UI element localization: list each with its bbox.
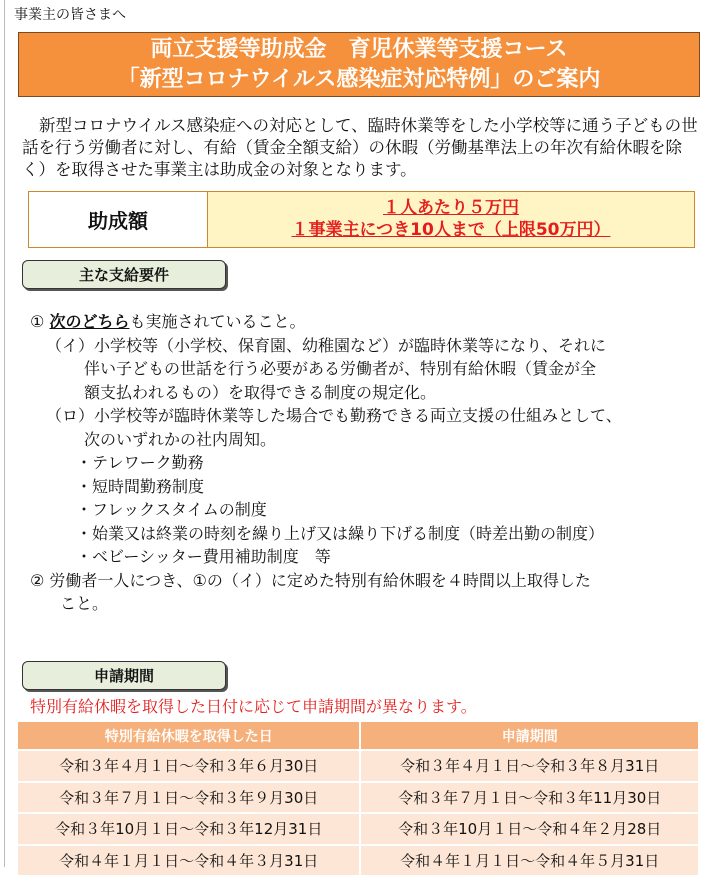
subsidy-amount-label: 助成額 [29, 192, 208, 247]
requirements-heading: 主な支給要件 [22, 260, 226, 289]
table-cell: 令和４年１月１日～令和４年５月31日 [360, 845, 699, 875]
table-cell: 令和３年４月１日～令和３年８月31日 [360, 750, 699, 782]
subsidy-amount-value [208, 192, 694, 247]
application-period-table [18, 722, 700, 875]
requirement-a-line2: 伴い子どもの世話を行う必要がある労働者が、特別有給休暇（賃金が全 [30, 357, 700, 381]
amount-cap: １事業主につき10人まで（上限50万円） [208, 219, 694, 241]
table-row [18, 750, 699, 782]
requirement-1-text: も実施されていること。 [129, 312, 305, 331]
bullet-flextime: ・フレックスタイムの制度 [30, 498, 700, 522]
requirement-1-emphasis: 次のどちら [49, 312, 129, 331]
requirement-b-line1: 小学校等が臨時休業等した場合でも勤務できる両立支援の仕組みとして、 [94, 406, 622, 425]
bullet-telework: ・テレワーク勤務 [30, 451, 700, 475]
intro-paragraph: 新型コロナウイルス感染症への対応として、臨時休業等をした小学校等に通う子どもの世話を行う労働者に対し、有給（賃金全額支給）の休暇（労働基準法上の年次有給休暇を除く）を取得させた事業主は助成金の対象となります。 [22, 115, 702, 181]
table-header-application-period: 申請期間 [360, 722, 699, 750]
requirement-a-prefix: （イ） [46, 336, 94, 355]
table-cell: 令和３年４月１日～令和３年６月30日 [18, 750, 360, 782]
greeting: 事業主の皆さまへ [14, 4, 126, 24]
requirement-b-prefix: （ロ） [46, 406, 94, 425]
title-line-2: 「新型コロナウイルス感染症対応特例」のご案内 [19, 65, 699, 95]
requirement-2-line2: こと。 [30, 592, 700, 616]
table-row [18, 813, 699, 845]
table-cell: 令和３年７月１日～令和３年９月30日 [18, 782, 360, 814]
bullet-short-hours: ・短時間勤務制度 [30, 475, 700, 499]
table-row [18, 782, 699, 814]
requirement-a-line3: 額支払われるもの）を取得できる制度の規定化。 [30, 381, 700, 405]
table-cell: 令和３年10月１日～令和４年２月28日 [360, 813, 699, 845]
bullet-babysitter: ・ベビーシッター費用補助制度 等 [30, 545, 700, 569]
requirements-list [30, 310, 700, 616]
title-line-1: 両立支援等助成金 育児休業等支援コース [19, 35, 699, 65]
bullet-staggered-hours: ・始業又は終業の時刻を繰り上げ又は繰り下げる制度（時差出勤の制度） [30, 522, 700, 546]
table-row [18, 845, 699, 875]
title-banner [18, 32, 700, 97]
page-left-border [4, 0, 5, 867]
amount-per-person: １人あたり５万円 [208, 197, 694, 219]
requirement-2-line1: ② 労働者一人につき、①の（イ）に定めた特別有給休暇を４時間以上取得した [30, 569, 700, 593]
table-cell: 令和３年７月１日～令和３年11月30日 [360, 782, 699, 814]
table-cell: 令和４年１月１日～令和４年３月31日 [18, 845, 360, 875]
requirement-1 [30, 310, 700, 334]
application-period-note: 特別有給休暇を取得した日付に応じて申請期間が異なります。 [30, 694, 477, 717]
application-period-heading: 申請期間 [22, 661, 226, 690]
requirement-b [30, 404, 700, 428]
table-header-row [18, 722, 699, 750]
requirement-a-line1: 小学校等（小学校、保育園、幼稚園など）が臨時休業等になり、それに [94, 336, 606, 355]
requirement-1-number: ① [30, 312, 44, 331]
requirement-b-line2: 次のいずれかの社内周知。 [30, 428, 700, 452]
requirement-a [30, 334, 700, 358]
subsidy-amount-box [28, 191, 695, 248]
table-cell: 令和３年10月１日～令和３年12月31日 [18, 813, 360, 845]
table-header-leave-date: 特別有給休暇を取得した日 [18, 722, 360, 750]
